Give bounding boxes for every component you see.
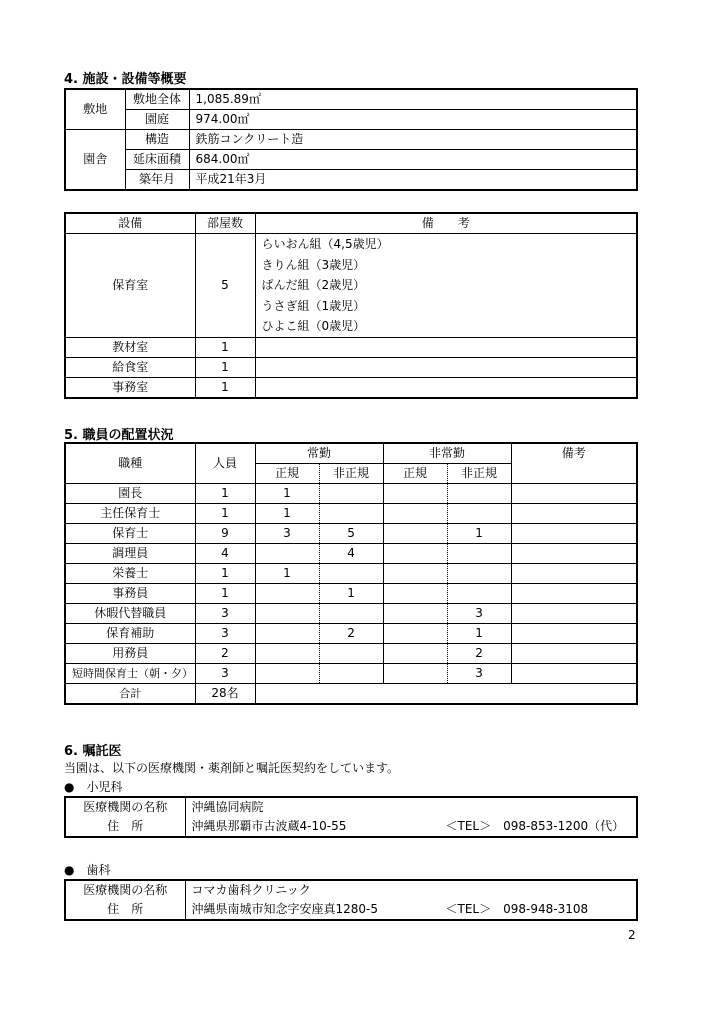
parttime-regular <box>383 504 447 524</box>
class-panda: ぱんだ組（2歳児） <box>261 278 366 292</box>
floor-area-value: 684.00㎡ <box>189 150 637 170</box>
staff-total-label: 合計 <box>65 684 195 705</box>
staff-row <box>65 564 637 584</box>
staff-remarks <box>511 524 637 544</box>
staff-row <box>65 664 637 684</box>
nursery-room-name: 保育室 <box>65 234 195 338</box>
staff-remarks <box>511 504 637 524</box>
parttime-regular <box>383 564 447 584</box>
parttime-regular <box>383 624 447 644</box>
staff-job: 短時間保育士（朝・夕） <box>65 664 195 684</box>
staff-count: 1 <box>195 504 255 524</box>
facilities-table <box>64 212 638 399</box>
parttime-nonregular <box>447 504 511 524</box>
staff-count: 9 <box>195 524 255 544</box>
section4-heading: 4. 施設・設備等概要 <box>64 72 187 87</box>
fulltime-regular: 1 <box>255 504 319 524</box>
parttime-regular <box>383 524 447 544</box>
staff-row <box>65 624 637 644</box>
facility-row-rooms: 1 <box>195 337 255 357</box>
dental-label: ● 歯科 <box>64 863 111 877</box>
staff-total-value: 28名 <box>195 684 255 705</box>
parttime-nonregular <box>447 484 511 504</box>
pediatrics-label: ● 小児科 <box>64 780 123 794</box>
garden-label: 園庭 <box>125 110 189 130</box>
parttime-nonregular <box>447 564 511 584</box>
staff-remarks <box>511 544 637 564</box>
staff-job: 調理員 <box>65 544 195 564</box>
staff-job: 主任保育士 <box>65 504 195 524</box>
staff-table <box>64 442 638 705</box>
pediatrics-name: 沖縄協同病院 <box>185 797 637 817</box>
staff-header-count: 人員 <box>195 443 255 484</box>
facility-row-name: 教材室 <box>65 337 195 357</box>
building-group-label: 園舎 <box>65 130 125 191</box>
facility-row-remarks <box>255 337 637 357</box>
fulltime-regular: 3 <box>255 524 319 544</box>
pediatrics-tel: ＜TEL＞ 098-853-1200（代） <box>445 819 625 833</box>
pediatrics-address-label: 住 所 <box>65 817 185 837</box>
facility-row-remarks <box>255 357 637 377</box>
parttime-nonregular: 1 <box>447 524 511 544</box>
parttime-regular <box>383 484 447 504</box>
staff-remarks <box>511 604 637 624</box>
parttime-nonregular-header: 非正規 <box>447 464 511 484</box>
staff-count: 3 <box>195 664 255 684</box>
nursery-remarks <box>255 234 637 338</box>
parttime-nonregular <box>447 544 511 564</box>
staff-header-parttime: 非常勤 <box>383 443 511 464</box>
fulltime-nonregular: 5 <box>319 524 383 544</box>
section6-heading: 6. 嘱託医 <box>64 744 122 759</box>
fulltime-regular <box>255 644 319 664</box>
fulltime-nonregular <box>319 664 383 684</box>
fulltime-nonregular <box>319 484 383 504</box>
staff-job: 用務員 <box>65 644 195 664</box>
class-rabbit: うさぎ組（1歳児） <box>261 298 366 313</box>
facility-row-rooms: 1 <box>195 377 255 398</box>
facility-header-rooms: 部屋数 <box>195 213 255 234</box>
fulltime-regular <box>255 624 319 644</box>
fulltime-nonregular: 2 <box>319 624 383 644</box>
site-group-label: 敷地 <box>65 89 125 130</box>
dental-address-cell <box>185 900 637 920</box>
facility-row-name: 事務室 <box>65 377 195 398</box>
floor-area-label: 延床面積 <box>125 150 189 170</box>
staff-remarks <box>511 584 637 604</box>
fulltime-regular <box>255 584 319 604</box>
site-building-table <box>64 88 638 191</box>
parttime-nonregular: 3 <box>447 664 511 684</box>
staff-count: 3 <box>195 624 255 644</box>
structure-label: 構造 <box>125 130 189 150</box>
fulltime-regular <box>255 604 319 624</box>
staff-job: 保育士 <box>65 524 195 544</box>
structure-value: 鉄筋コンクリート造 <box>189 130 637 150</box>
pediatrics-address: 沖縄県那覇市古波蔵4-10-55 <box>191 819 347 833</box>
garden-value: 974.00㎡ <box>189 110 637 130</box>
staff-count: 3 <box>195 604 255 624</box>
parttime-nonregular: 3 <box>447 604 511 624</box>
fulltime-regular <box>255 544 319 564</box>
staff-remarks <box>511 664 637 684</box>
staff-job: 事務員 <box>65 584 195 604</box>
staff-header-job: 職種 <box>65 443 195 484</box>
staff-total-empty <box>255 684 637 705</box>
facility-header-name: 設備 <box>65 213 195 234</box>
staff-count: 1 <box>195 564 255 584</box>
built-date-label: 築年月 <box>125 170 189 191</box>
dental-name-label: 医療機関の名称 <box>65 880 185 900</box>
staff-count: 1 <box>195 584 255 604</box>
fulltime-nonregular-header: 非正規 <box>319 464 383 484</box>
parttime-regular <box>383 664 447 684</box>
staff-row <box>65 524 637 544</box>
fulltime-nonregular: 4 <box>319 544 383 564</box>
parttime-regular-header: 正規 <box>383 464 447 484</box>
staff-count: 4 <box>195 544 255 564</box>
parttime-nonregular: 2 <box>447 644 511 664</box>
staff-remarks <box>511 624 637 644</box>
page-number: 2 <box>628 928 636 942</box>
pediatrics-address-cell <box>185 817 637 837</box>
staff-row <box>65 504 637 524</box>
staff-job: 栄養士 <box>65 564 195 584</box>
class-chick: ひよこ組（0歳児） <box>261 319 366 333</box>
staff-header-remarks: 備考 <box>511 443 637 484</box>
fulltime-regular-header: 正規 <box>255 464 319 484</box>
staff-row <box>65 544 637 564</box>
pediatrics-name-label: 医療機関の名称 <box>65 797 185 817</box>
facility-row-remarks <box>255 377 637 398</box>
parttime-regular <box>383 604 447 624</box>
fulltime-regular <box>255 664 319 684</box>
fulltime-nonregular: 1 <box>319 584 383 604</box>
parttime-regular <box>383 644 447 664</box>
nursery-room-count: 5 <box>195 234 255 338</box>
section6-intro: 当園は、以下の医療機関・薬剤師と嘱託医契約をしています。 <box>64 761 400 775</box>
fulltime-regular: 1 <box>255 484 319 504</box>
staff-remarks <box>511 484 637 504</box>
fulltime-nonregular <box>319 564 383 584</box>
class-giraffe: きりん組（3歳児） <box>261 257 366 272</box>
dental-name: コマカ歯科クリニック <box>185 880 637 900</box>
facility-header-remarks: 備 考 <box>255 213 637 234</box>
staff-count: 2 <box>195 644 255 664</box>
pediatrics-table <box>64 796 638 838</box>
fulltime-regular: 1 <box>255 564 319 584</box>
parttime-nonregular <box>447 584 511 604</box>
parttime-nonregular: 1 <box>447 624 511 644</box>
section5-heading: 5. 職員の配置状況 <box>64 428 174 443</box>
dental-tel: ＜TEL＞ 098-948-3108 <box>445 902 589 916</box>
staff-job: 園長 <box>65 484 195 504</box>
site-total-label: 敷地全体 <box>125 89 189 110</box>
staff-row <box>65 484 637 504</box>
staff-remarks <box>511 564 637 584</box>
class-lion: らいおん組（4,5歳児） <box>261 237 389 251</box>
staff-job: 保育補助 <box>65 624 195 644</box>
dental-address-label: 住 所 <box>65 900 185 920</box>
staff-count: 1 <box>195 484 255 504</box>
facility-row-rooms: 1 <box>195 357 255 377</box>
staff-row <box>65 584 637 604</box>
dental-address: 沖縄県南城市知念字安座真1280-5 <box>191 902 379 916</box>
built-date-value: 平成21年3月 <box>189 170 637 191</box>
facility-row-name: 給食室 <box>65 357 195 377</box>
staff-header-fulltime: 常勤 <box>255 443 383 464</box>
fulltime-nonregular <box>319 644 383 664</box>
site-total-value: 1,085.89㎡ <box>189 89 637 110</box>
parttime-regular <box>383 584 447 604</box>
parttime-regular <box>383 544 447 564</box>
fulltime-nonregular <box>319 604 383 624</box>
staff-remarks <box>511 644 637 664</box>
fulltime-nonregular <box>319 504 383 524</box>
staff-row <box>65 604 637 624</box>
staff-row <box>65 644 637 664</box>
dental-table <box>64 879 638 921</box>
staff-job: 休暇代替職員 <box>65 604 195 624</box>
